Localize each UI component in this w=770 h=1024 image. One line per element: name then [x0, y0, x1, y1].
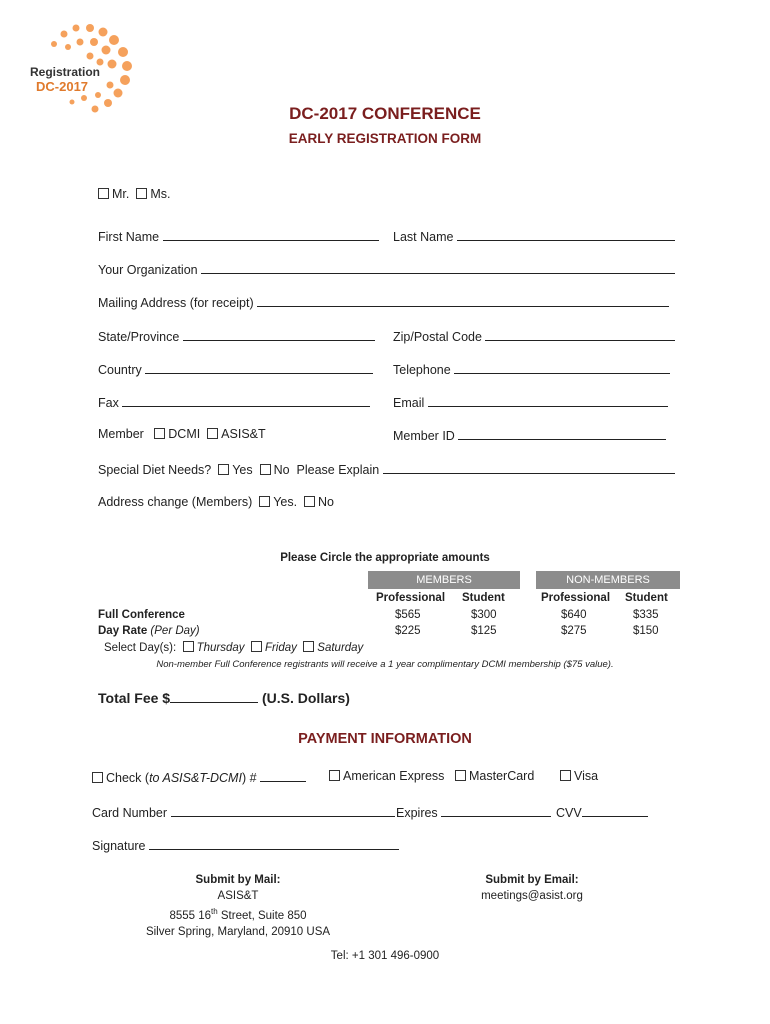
day-rate-row-label	[98, 625, 200, 637]
member-id-input[interactable]	[458, 427, 666, 440]
full-member-professional-fee[interactable]: $565	[395, 609, 421, 621]
last-name-label: Last Name	[393, 230, 454, 244]
organization-input[interactable]	[201, 261, 675, 274]
member-label: Member	[98, 427, 144, 441]
country-field	[98, 361, 373, 377]
email-input[interactable]	[428, 394, 668, 407]
members-student-header: Student	[462, 592, 505, 604]
mr-label: Mr.	[112, 187, 130, 201]
amex-checkbox[interactable]	[329, 770, 340, 781]
expires-field	[396, 804, 551, 820]
last-name-input[interactable]	[457, 228, 675, 241]
organization-label: Your Organization	[98, 263, 198, 277]
select-days-row	[104, 641, 363, 654]
email-field	[393, 394, 668, 410]
visa-checkbox[interactable]	[560, 770, 571, 781]
day-member-student-fee[interactable]: $125	[471, 625, 497, 637]
logo-text-dc2017: DC-2017	[36, 79, 89, 94]
signature-input[interactable]	[149, 837, 399, 850]
address-change-yes-label: Yes.	[273, 495, 298, 509]
state-input[interactable]	[183, 328, 375, 341]
total-fee-suffix: (U.S. Dollars)	[261, 690, 350, 706]
check-end-label: ) #	[241, 771, 257, 785]
friday-label: Friday	[264, 642, 297, 654]
organization-field	[98, 261, 675, 277]
member-id-field	[393, 427, 666, 443]
diet-explain-input[interactable]	[383, 461, 675, 474]
fax-input[interactable]	[122, 394, 370, 407]
expires-label: Expires	[396, 806, 438, 820]
address-change-field	[98, 495, 334, 509]
full-conference-label: Full Conference	[98, 609, 185, 621]
total-fee-input[interactable]	[170, 690, 258, 703]
check-label: Check (	[106, 771, 150, 785]
signature-label: Signature	[92, 839, 146, 853]
submit-email-title: Submit by Email:	[485, 874, 579, 886]
submit-email-address[interactable]: meetings@asist.org	[481, 890, 583, 902]
total-fee-label: Total Fee $	[98, 690, 171, 706]
members-header: MEMBERS	[368, 571, 520, 589]
mailing-address-input[interactable]	[257, 294, 669, 307]
day-nonmember-student-fee[interactable]: $150	[633, 625, 659, 637]
full-member-student-fee[interactable]: $300	[471, 609, 497, 621]
page-subtitle: EARLY REGISTRATION FORM	[288, 131, 482, 146]
diet-yes-label: Yes	[232, 463, 253, 477]
telephone-label: Telephone	[393, 363, 451, 377]
state-label: State/Province	[98, 330, 180, 344]
mr-checkbox[interactable]	[98, 188, 109, 199]
telephone-input[interactable]	[454, 361, 670, 374]
submit-mail-street	[128, 904, 348, 924]
non-members-header: NON-MEMBERS	[536, 571, 680, 589]
mastercard-option	[455, 769, 534, 783]
submit-mail-city: Silver Spring, Maryland, 20910 USA	[145, 925, 331, 938]
mailing-address-label: Mailing Address (for receipt)	[98, 296, 254, 310]
total-fee-row	[98, 690, 350, 706]
fax-label: Fax	[98, 396, 119, 410]
page-title: DC-2017 CONFERENCE	[289, 104, 481, 123]
mastercard-checkbox[interactable]	[455, 770, 466, 781]
card-number-field	[92, 804, 395, 820]
amex-option	[329, 769, 444, 783]
amex-label: American Express	[343, 769, 445, 783]
check-checkbox[interactable]	[92, 772, 103, 783]
logo-text-registration: Registration	[30, 65, 101, 79]
diet-yes-checkbox[interactable]	[218, 464, 229, 475]
full-nonmember-student-fee[interactable]: $335	[633, 609, 659, 621]
first-name-input[interactable]	[163, 228, 379, 241]
street-number: 8555 16	[169, 909, 212, 922]
last-name-field	[393, 228, 675, 244]
address-change-yes-checkbox[interactable]	[259, 496, 270, 507]
thursday-label: Thursday	[196, 642, 245, 654]
saturday-label: Saturday	[317, 642, 364, 654]
diet-label: Special Diet Needs?	[98, 463, 212, 477]
ms-label: Ms.	[150, 187, 171, 201]
nonmembers-professional-header: Professional	[541, 592, 611, 604]
submit-mail-block	[128, 872, 348, 940]
zip-label: Zip/Postal Code	[393, 330, 482, 344]
payment-title: PAYMENT INFORMATION	[298, 731, 472, 747]
select-days-label: Select Day(s):	[104, 642, 177, 654]
fax-field	[98, 394, 370, 410]
day-rate-label: Day Rate	[98, 625, 148, 637]
zip-field	[393, 328, 675, 344]
first-name-label: First Name	[98, 230, 160, 244]
diet-no-label: No	[273, 463, 290, 477]
address-change-label: Address change (Members)	[98, 495, 253, 509]
expires-input[interactable]	[441, 804, 551, 817]
saturday-checkbox[interactable]	[303, 641, 314, 652]
first-name-field	[98, 228, 379, 244]
member-id-label: Member ID	[393, 429, 455, 443]
fees-instruction: Please Circle the appropriate amounts	[280, 552, 490, 564]
email-label: Email	[393, 396, 425, 410]
address-change-no-checkbox[interactable]	[304, 496, 315, 507]
day-member-professional-fee[interactable]: $225	[395, 625, 421, 637]
ms-checkbox[interactable]	[136, 188, 147, 199]
mailing-address-field	[98, 294, 669, 310]
please-explain-label: Please Explain	[296, 463, 380, 477]
submit-email-block	[452, 872, 612, 904]
card-number-label: Card Number	[92, 806, 168, 820]
diet-no-checkbox[interactable]	[260, 464, 271, 475]
signature-field	[92, 837, 399, 853]
salutation-row	[98, 187, 170, 201]
dcmi-checkbox[interactable]	[154, 428, 165, 439]
dcmi-label: DCMI	[168, 427, 201, 441]
zip-input[interactable]	[485, 328, 675, 341]
submit-mail-title: Submit by Mail:	[195, 874, 281, 886]
cvv-label: CVV	[556, 806, 582, 820]
day-nonmember-professional-fee[interactable]: $275	[561, 625, 587, 637]
members-professional-header: Professional	[376, 592, 446, 604]
member-field	[98, 427, 266, 441]
special-diet-field	[98, 461, 675, 477]
country-label: Country	[98, 363, 142, 377]
thursday-checkbox[interactable]	[183, 641, 194, 652]
state-field	[98, 328, 375, 344]
country-input[interactable]	[145, 361, 373, 374]
telephone-contact: Tel: +1 301 496-0900	[330, 950, 440, 962]
visa-option	[560, 769, 598, 783]
full-nonmember-professional-fee[interactable]: $640	[561, 609, 587, 621]
visa-label: Visa	[574, 769, 599, 783]
per-day-label: (Per Day)	[150, 625, 200, 637]
check-to-label: to ASIS&T-DCMI	[149, 771, 242, 785]
check-number-input[interactable]	[260, 769, 306, 782]
check-option	[92, 769, 306, 785]
friday-checkbox[interactable]	[251, 641, 262, 652]
asist-checkbox[interactable]	[207, 428, 218, 439]
submit-mail-org: ASIS&T	[217, 890, 259, 902]
street-rest: Street, Suite 850	[217, 909, 307, 922]
telephone-field	[393, 361, 670, 377]
street-th: th	[211, 907, 218, 916]
nonmembers-student-header: Student	[625, 592, 668, 604]
card-number-input[interactable]	[171, 804, 395, 817]
address-change-no-label: No	[318, 495, 334, 509]
cvv-input[interactable]	[582, 804, 648, 817]
cvv-field	[556, 804, 648, 820]
asist-label: ASIS&T	[221, 427, 266, 441]
nonmember-note: Non-member Full Conference registrants will receive a 1 year complimentary DCMI membership ($75 value).	[156, 659, 614, 670]
mastercard-label: MasterCard	[469, 769, 535, 783]
